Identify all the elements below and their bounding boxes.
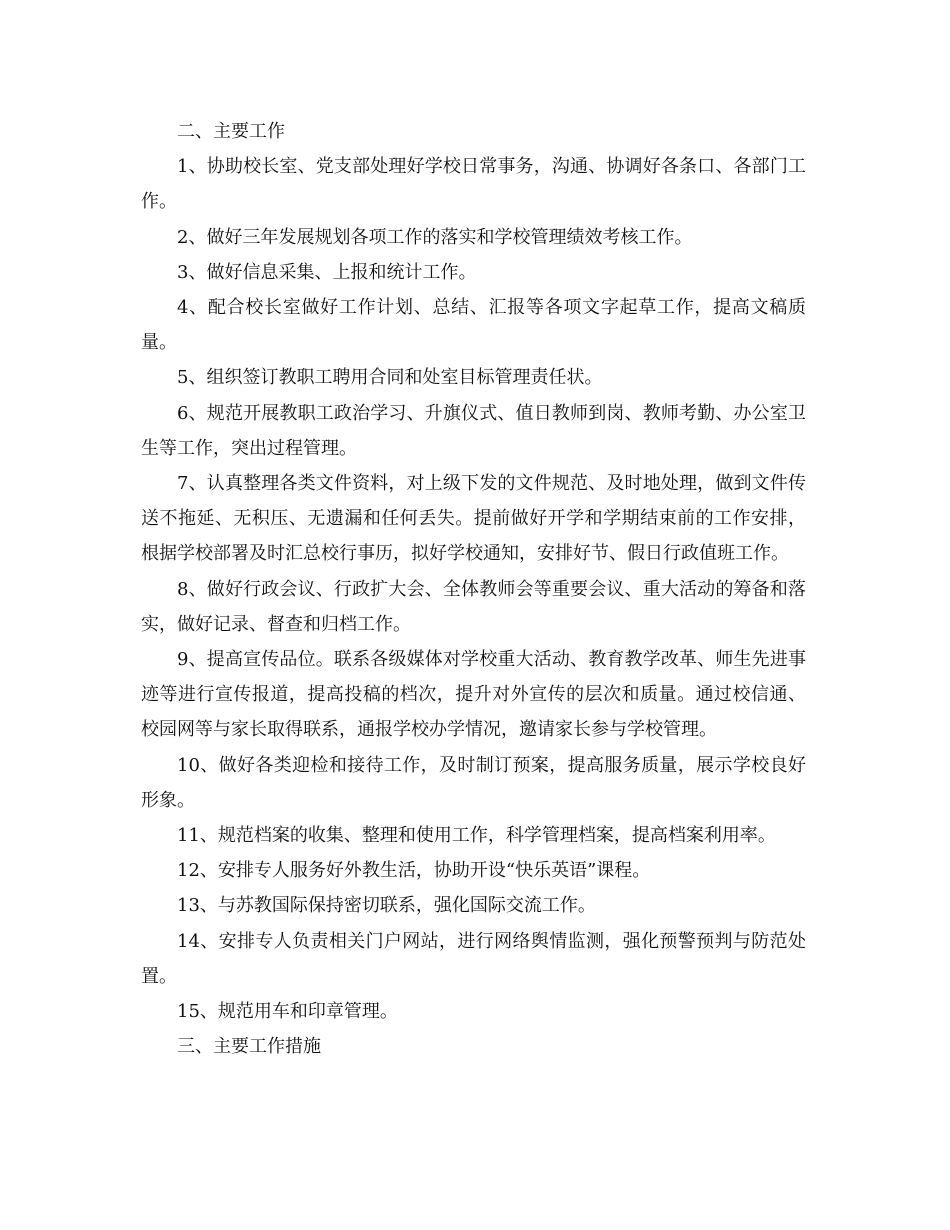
work-item-9: 9、提高宣传品位。联系各级媒体对学校重大活动、教育教学改革、师生先进事迹等进行宣传报道，提高投稿的档次，提升对外宣传的层次和质量。通过校信通、校园网等与家长取得联系，通报学校办学情况，邀请家长参与学校管理。 [141,649,806,741]
work-item-7: 7、认真整理各类文件资料，对上级下发的文件规范、及时地处理，做到文件传送不拖延、无积压、无遗漏和任何丢失。提前做好开学和学期结束前的工作安排，根据学校部署及时汇总校行事历，拟好学校通知，安排好节、假日行政值班工作。 [141,473,806,565]
work-item-2: 2、做好三年发展规划各项工作的落实和学校管理绩效考核工作。 [177,226,693,248]
section-heading-main-work: 二、主要工作 [177,121,285,142]
work-item-11: 11、规范档案的收集、整理和使用工作，科学管理档案，提高档案利用率。 [177,825,776,847]
work-item-14: 14、安排专人负责相关门户网站，进行网络舆情监测，强化预警预判与防范处置。 [141,930,806,987]
work-item-15: 15、规范用车和印章管理。 [177,1001,398,1023]
work-item-8: 8、做好行政会议、行政扩大会、全体教师会等重要会议、重大活动的筹备和落实，做好记录、督查和归档工作。 [141,578,806,635]
work-item-12: 12、安排专人服务好外教生活，协助开设“快乐英语”课程。 [177,860,651,882]
section-heading-measures: 三、主要工作措施 [177,1036,321,1058]
work-item-1: 1、协助校长室、党支部处理好学校日常事务，沟通、协调好各条口、各部门工作。 [141,156,806,213]
work-item-13: 13、与苏教国际保持密切联系，强化国际交流工作。 [177,895,596,917]
work-item-6: 6、规范开展教职工政治学习、升旗仪式、值日教师到岗、教师考勤、办公室卫生等工作，突出过程管理。 [141,402,806,459]
document-body [141,114,806,1064]
work-item-10: 10、做好各类迎检和接待工作，及时制订预案，提高服务质量，展示学校良好形象。 [141,754,806,811]
work-item-3: 3、做好信息采集、上报和统计工作。 [177,261,477,283]
work-item-5: 5、组织签订教职工聘用合同和处室目标管理责任状。 [177,367,603,389]
work-item-4: 4、配合校长室做好工作计划、总结、汇报等各项文字起草工作，提高文稿质量。 [141,297,806,354]
